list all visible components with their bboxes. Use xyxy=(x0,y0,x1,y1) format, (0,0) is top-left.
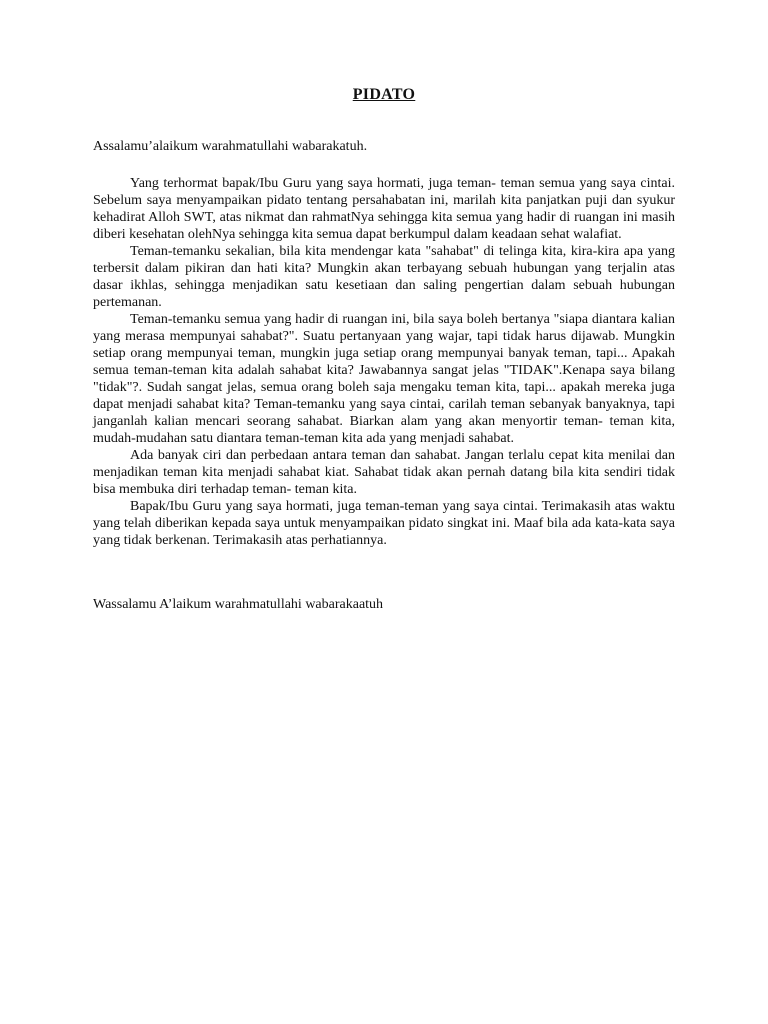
speech-body xyxy=(93,175,675,549)
paragraph-thanks: Bapak/Ibu Guru yang saya hormati, juga teman-teman yang saya cintai. Terimakasih atas waktu yang telah diberikan kepada saya untuk menyampaikan pidato singkat ini. Maaf bila ada kata-kata saya yang tidak berkenan. Terimakasih atas perhatiannya. xyxy=(93,499,675,548)
paragraph-sahabat-meaning: Teman-temanku sekalian, bila kita mendengar kata "sahabat" di telinga kita, kira-kira apa yang terbersit dalam pikiran dan hati kita? Mungkin akan terbayang sebuah hubungan yang terjalin atas dasar ikhlas, sehingga menjadikan satu kesetiaan dan saling pengertian dalam sebuah hubungan pertemanan. xyxy=(93,244,675,310)
paragraph-question: Teman-temanku semua yang hadir di ruangan ini, bila saya boleh bertanya "siapa diantara kalian yang merasa mempunyai sahabat?". Suatu pertanyaan yang wajar, tapi tidak harus dijawab. Mungkin setiap orang mempunyai teman, mungkin juga setiap orang mempunyai banyak teman, tapi... Apakah semua teman-teman kita adalah sahabat kita? Jawabannya sangat jelas "TIDAK".Kenapa saya bilang "tidak"?. Sudah sangat jelas, semua orang boleh saja mengaku teman kita, tapi... apakah mereka juga dapat menjadi sahabat kita? Teman-temanku yang saya cintai, carilah teman sebanyak banyaknya, tapi janganlah kalian mencari seorang sahabat. Biarkan alam yang akan menyortir teman- teman kita, mudah-mudahan satu diantara teman-teman kita ada yang menjadi sahabat. xyxy=(93,312,675,446)
closing-greeting: Wassalamu A’laikum warahmatullahi wabarakaatuh xyxy=(93,597,384,612)
paragraph-differences: Ada banyak ciri dan perbedaan antara teman dan sahabat. Jangan terlalu cepat kita menilai dan menjadikan teman kita menjadi sahabat kiat. Sahabat tidak akan pernah datang bila kita sendiri tidak bisa membuka diri terhadap teman- teman kita. xyxy=(93,448,675,497)
paragraph-opening: Yang terhormat bapak/Ibu Guru yang saya hormati, juga teman- teman semua yang saya cintai. Sebelum saya menyampaikan pidato tentang persahabatan ini, marilah kita panjatkan puji dan syukur kehadirat Alloh SWT, atas nikmat dan rahmatNya sehingga kita semua yang hadir di ruangan ini masih diberi kesehatan olehNya sehingga kita semua dapat berkumpul dalam keadaan sehat walafiat. xyxy=(93,176,675,242)
opening-greeting: Assalamu’alaikum warahmatullahi wabarakatuh. xyxy=(93,139,368,154)
document-title: PIDATO xyxy=(352,86,416,103)
